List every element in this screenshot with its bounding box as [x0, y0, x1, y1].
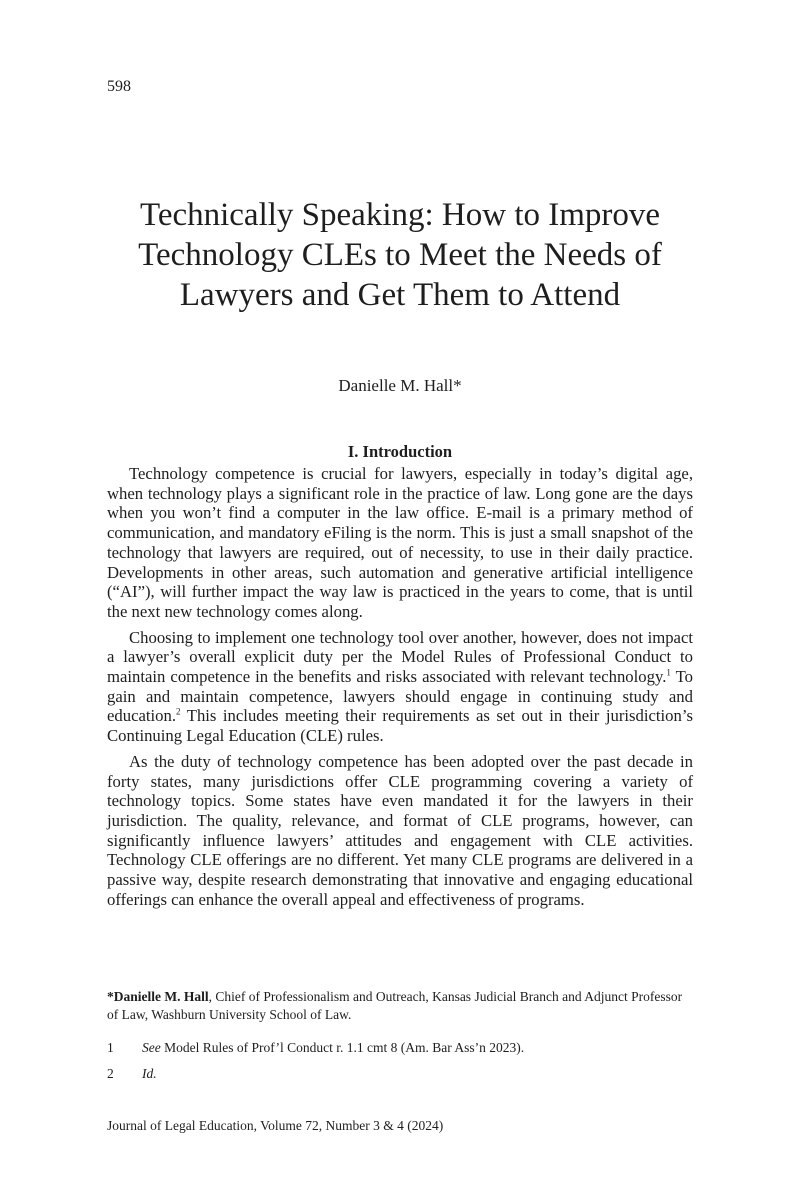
article-title: Technically Speaking: How to Improve Technology CLEs to Meet the Needs of Lawyers and Get Them to Attend [138, 197, 662, 313]
paragraph-2-part-a: Choosing to implement one technology tool over another, however, does not impact a lawyer’s overall explicit duty per the Model Rules of Professional Conduct to maintain competence in the benefits and risks associated with relevant technology. [107, 627, 693, 687]
author-note-text: , Chief of Professionalism and Outreach, Kansas Judicial Branch and Adjunct Professor of Law, Washburn University School of Law. [107, 989, 683, 1022]
author-note-name: *Danielle M. Hall [107, 989, 209, 1004]
footnote-signal: See [142, 1040, 161, 1055]
author-note [107, 988, 693, 1024]
paragraph-1: Technology competence is crucial for lawyers, especially in today’s digital age, when technology plays a significant role in the practice of law. Long gone are the days when you won’t find a computer in the law office. E-mail is a primary method of communication, and mandatory eFiling is the norm. This is just a small snapshot of the technology that lawyers are required, out of necessity, to use in their daily practice. Developments in other areas, such automation and generative artificial intelligence (“AI”), will further impact the way law is practiced in the years to come, that is until the next new technology comes along. [107, 464, 693, 621]
footnote-number: 2 [107, 1066, 114, 1081]
author-byline: Danielle M. Hall* [338, 376, 462, 395]
section-heading: I. Introduction [347, 442, 453, 461]
footnote-citation: Model Rules of Prof’l Conduct r. 1.1 cmt 8 (Am. Bar Ass’n 2023). [160, 1040, 525, 1055]
paragraph-2 [107, 628, 693, 746]
page-number: 598 [107, 78, 131, 95]
footnote-ref-1[interactable]: 1 [666, 667, 671, 678]
paragraph-2-part-c: This includes meeting their requirements as set out in their jurisdiction’s Continuing Legal Education (CLE) rules. [107, 706, 693, 746]
journal-footer: Journal of Legal Education, Volume 72, Number 3 & 4 (2024) [107, 1118, 444, 1133]
footnote-signal: Id. [142, 1066, 157, 1081]
paragraph-2-part-b: To gain and maintain competence, lawyers should engage in continuing study and education. [107, 667, 693, 726]
footnote-text [142, 1065, 157, 1083]
paragraph-3: As the duty of technology competence has been adopted over the past decade in forty states, many jurisdictions offer CLE programming covering a variety of technology topics. Some states have even mandated it for the lawyers in their jurisdiction. The quality, relevance, and format of CLE programs, however, can significantly influence lawyers’ attitudes and engagement with CLE activities. Technology CLE offerings are no different. Yet many CLE programs are delivered in a passive way, despite research demonstrating that innovative and engaging educational offerings can enhance the overall appeal and effectiveness of programs. [107, 751, 693, 909]
article-body [107, 464, 693, 915]
footnote-text [142, 1039, 524, 1057]
footnote-ref-2[interactable]: 2 [176, 706, 181, 717]
footnote-number: 1 [107, 1040, 114, 1055]
